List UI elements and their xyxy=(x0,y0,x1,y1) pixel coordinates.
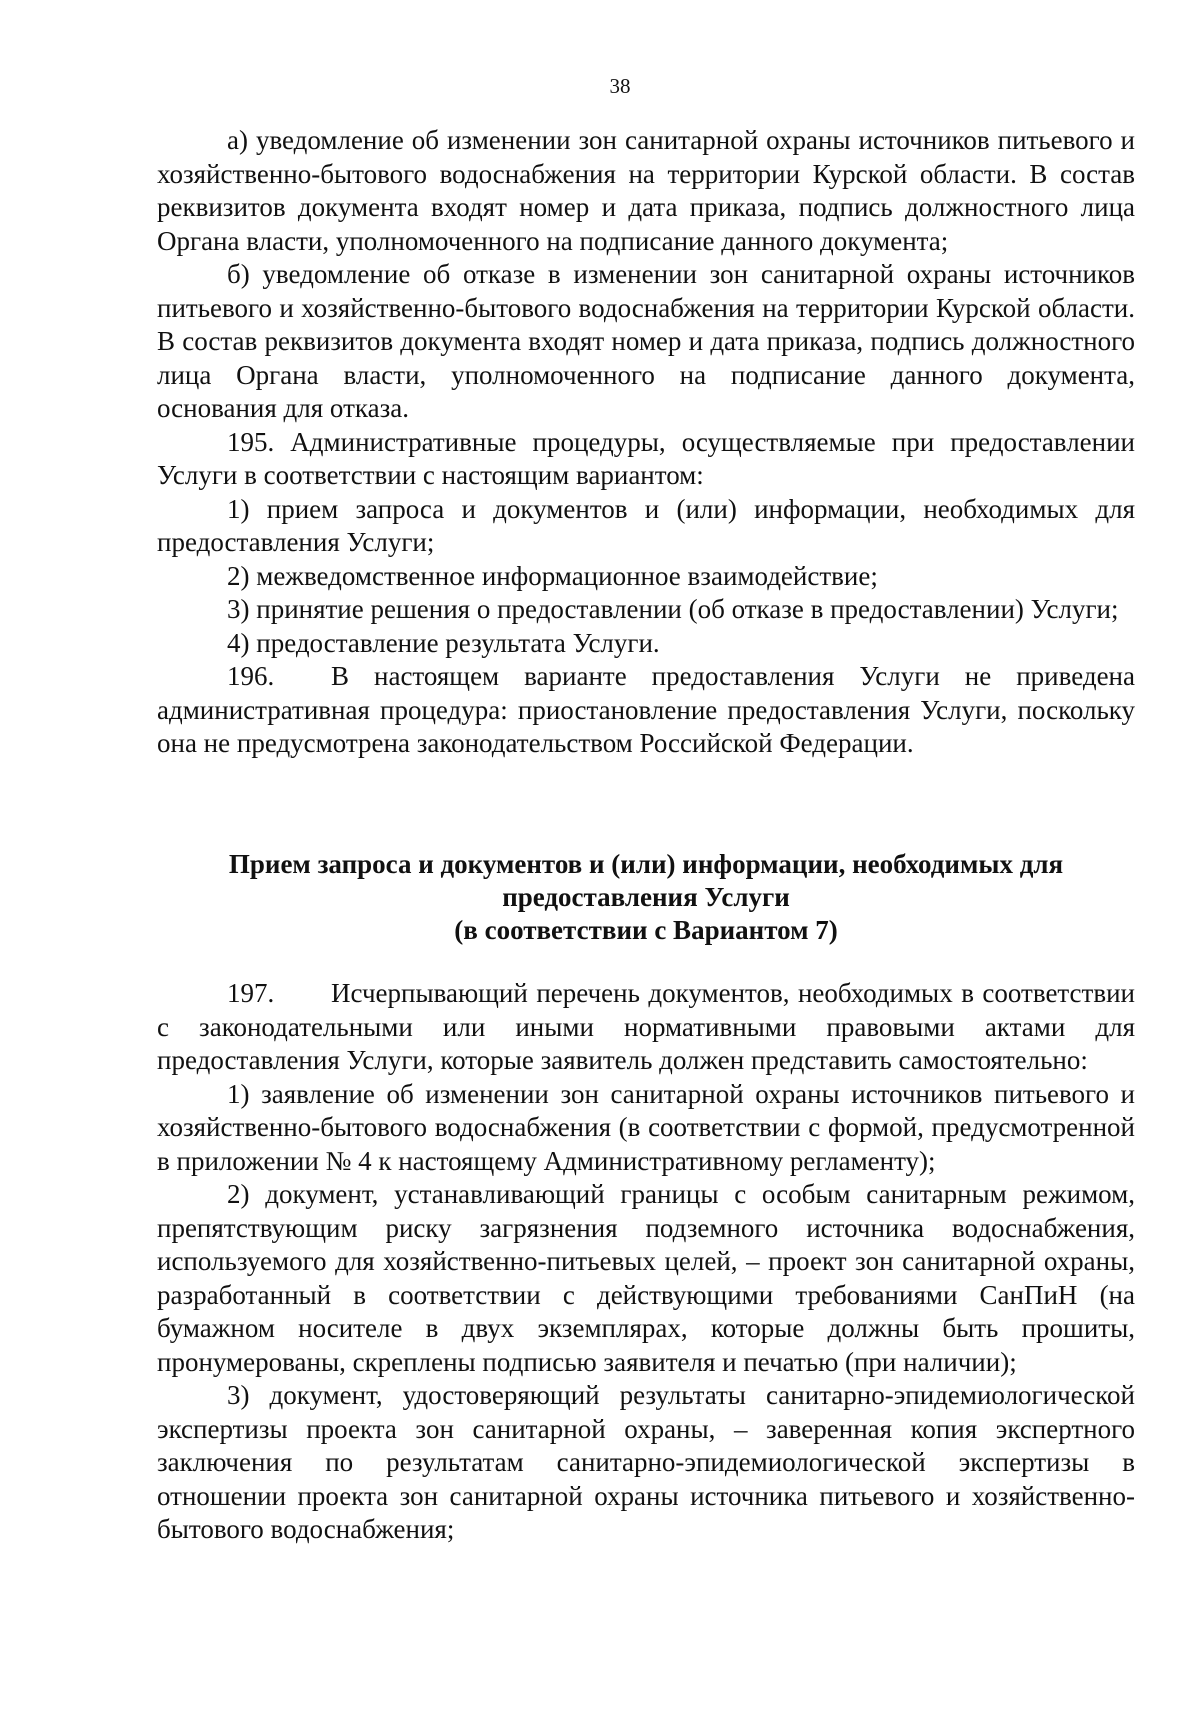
list-item-4: 4) предоставление результата Услуги. xyxy=(227,627,660,658)
heading-line-1: Прием запроса и документов и (или) информации, необходимых для xyxy=(228,849,1064,879)
document-item-1: 1) заявление об изменении зон санитарной охраны источников питьевого и хозяйственно-бытового водоснабжения (в соответствии с формой, предусмотренной в приложении № 4 к настоящему Административному регламенту); xyxy=(157,1078,1135,1176)
paragraph-b: б) уведомление об отказе в изменении зон санитарной охраны источников питьевого и хозяйственно-бытового водоснабжения на территории Курской области. В состав реквизитов документа входят номер и дата приказа, подпись должностного лица Органа власти, уполномоченного на подписание данного документа, основания для отказа. xyxy=(157,259,1135,423)
paragraph-197 xyxy=(157,977,1135,1078)
paragraph-number: 196. xyxy=(227,661,275,691)
section-heading xyxy=(157,848,1135,947)
document-item-3: 3) документ, удостоверяющий результаты санитарно-эпидемиологической экспертизы проекта зон санитарной охраны, – заверенная копия экспертного заключения по результатам санитарно-эпидемиологической экспертизы в отношении проекта зон санитарной охраны источника питьевого и хозяйственно-бытового водоснабжения; xyxy=(157,1380,1135,1544)
list-item-1: 1) прием запроса и документов и (или) информации, необходимых для предоставления Услуги; xyxy=(157,493,1135,557)
list-item-2: 2) межведомственное информационное взаимодействие; xyxy=(227,560,878,591)
paragraph-196 xyxy=(157,660,1135,761)
paragraph-number: 197. xyxy=(227,978,275,1008)
list-item-3: 3) принятие решения о предоставлении (об отказе в предоставлении) Услуги; xyxy=(227,594,1119,624)
heading-line-2: предоставления Услуги xyxy=(502,882,790,912)
paragraph-text: Исчерпывающий перечень документов, необходимых в соответствии с законодательными или иными нормативными правовыми актами для предоставления Услуги, которые заявитель должен представить самостоятельно: xyxy=(157,978,1135,1075)
heading-line-3: (в соответствии с Вариантом 7) xyxy=(454,915,838,945)
paragraph-a: а) уведомление об изменении зон санитарной охраны источников питьевого и хозяйственно-бытового водоснабжения на территории Курской области. В состав реквизитов документа входят номер и дата приказа, подпись должностного лица Органа власти, уполномоченного на подписание данного документа; xyxy=(157,125,1135,256)
page-number: 38 xyxy=(609,74,631,98)
body-text-top xyxy=(157,124,1135,761)
paragraph-text: В настоящем варианте предоставления Услуги не приведена административная процедура: приостановление предоставления Услуги, поскольку она не предусмотрена законодательством Российской Федерации. xyxy=(157,661,1135,758)
document-item-2: 2) документ, устанавливающий границы с особым санитарным режимом, препятствующим риску загрязнения подземного источника водоснабжения, используемого для хозяйственно-питьевых целей, – проект зон санитарной охраны, разработанный в соответствии с действующими требованиями СанПиН (на бумажном носителе в двух экземплярах, которые должны быть прошиты, пронумерованы, скреплены подписью заявителя и печатью (при наличии); xyxy=(157,1179,1135,1377)
body-text-bottom xyxy=(157,977,1135,1547)
paragraph-195: 195. Административные процедуры, осуществляемые при предоставлении Услуги в соответствии с настоящим вариантом: xyxy=(157,426,1135,490)
